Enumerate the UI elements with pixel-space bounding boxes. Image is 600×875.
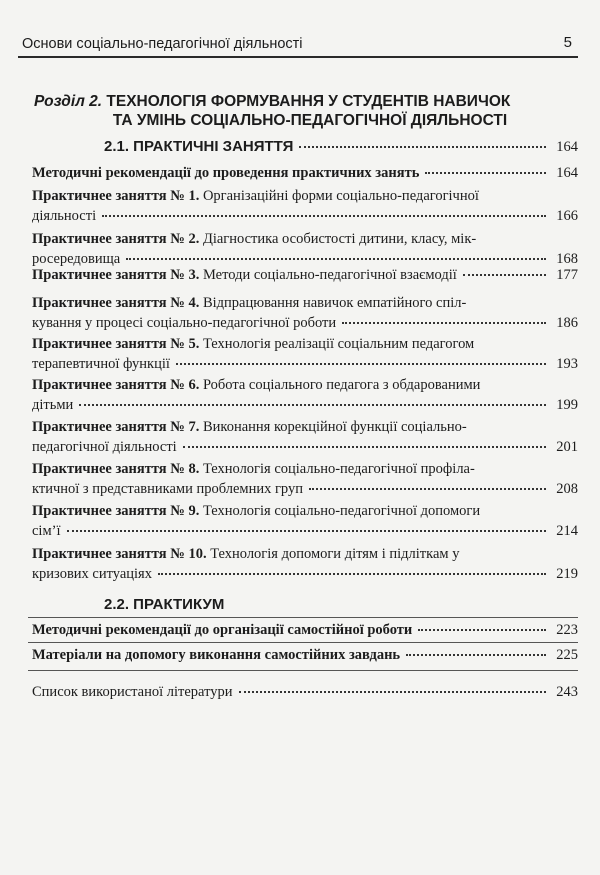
dot-leader xyxy=(102,214,546,217)
toc-page-number: 214 xyxy=(556,523,578,539)
section-label: Розділ 2. xyxy=(34,93,103,110)
lesson-label: Практичнее заняття № 9. xyxy=(32,503,200,519)
toc-entry-lesson-4[interactable] xyxy=(32,293,578,333)
toc-page-number: 201 xyxy=(556,439,578,455)
dot-leader xyxy=(67,529,547,532)
lesson-label: Практичнее заняття № 10. xyxy=(32,546,207,562)
dot-leader xyxy=(463,273,546,276)
toc-entry-text: Методичні рекомендації до проведення практичних занять xyxy=(32,165,420,181)
dot-leader xyxy=(342,321,546,324)
toc-entry-text: Список використаної літератури xyxy=(32,684,233,700)
toc-page-number: 177 xyxy=(556,267,578,283)
subsection-2-title[interactable]: 2.2. ПРАКТИКУМ xyxy=(104,596,225,613)
lesson-title-cont: діяльності xyxy=(32,208,97,224)
lesson-label: Практичнее заняття № 7. xyxy=(32,419,200,435)
dot-leader xyxy=(309,487,546,490)
toc-page-number: 199 xyxy=(556,397,578,413)
lesson-title-cont: ктичної з представниками проблемних груп xyxy=(32,481,303,497)
lesson-title: Робота соціального педагога з обдарованими xyxy=(202,377,481,393)
lesson-title: Організаційні форми соціально-педагогічної xyxy=(202,188,479,204)
lesson-title: Технологія реалізації соціальним педагогом xyxy=(202,336,475,352)
section-title-line2: ТА УМІНЬ СОЦІАЛЬНО-ПЕДАГОГІЧНОЇ ДІЯЛЬНОСТІ xyxy=(112,112,508,129)
toc-entry-text: Методичні рекомендації до організації самостійної роботи xyxy=(32,622,413,638)
lesson-label: Практичнее заняття № 3. xyxy=(32,267,200,283)
toc-page-number: 166 xyxy=(556,208,578,224)
lesson-title-cont: кризових ситуаціях xyxy=(32,566,152,582)
dot-leader xyxy=(79,403,546,406)
dot-leader xyxy=(176,362,546,365)
toc-entry-lesson-9[interactable] xyxy=(32,501,578,541)
lesson-title-cont: терапевтичної функції xyxy=(32,356,170,372)
dot-leader xyxy=(183,445,546,448)
toc-entry-methodical-1[interactable] xyxy=(32,163,578,183)
toc-entry-lesson-2[interactable] xyxy=(32,229,578,269)
lesson-label: Практичнее заняття № 5. xyxy=(32,336,200,352)
lesson-title-cont: педагогічної діяльності xyxy=(32,439,177,455)
running-head-title: Основи соціально-педагогічної діяльності xyxy=(22,36,303,52)
divider xyxy=(28,642,578,643)
toc-entry-methodical-2[interactable] xyxy=(32,620,578,640)
toc-page-number: 223 xyxy=(556,622,578,638)
running-head xyxy=(18,32,578,58)
section-title-line1: ТЕХНОЛОГІЯ ФОРМУВАННЯ У СТУДЕНТІВ НАВИЧОК xyxy=(106,93,511,110)
dot-leader xyxy=(406,653,546,656)
toc-page-number: 225 xyxy=(556,647,578,663)
toc-page-number: 164 xyxy=(556,165,578,181)
toc-page-number: 219 xyxy=(556,566,578,582)
dot-leader xyxy=(126,257,546,260)
lesson-title-cont: сім’ї xyxy=(32,523,61,539)
toc-page-number: 164 xyxy=(556,139,578,155)
lesson-title: Відпрацювання навичок емпатійного спіл- xyxy=(202,295,467,311)
toc-entry-references[interactable] xyxy=(32,682,578,702)
toc-entry-materials[interactable] xyxy=(32,645,578,665)
lesson-label: Практичнее заняття № 1. xyxy=(32,188,200,204)
lesson-title: Технологія соціально-педагогічної допомоги xyxy=(202,503,481,519)
toc-page-number: 168 xyxy=(556,251,578,267)
toc-entry-lesson-7[interactable] xyxy=(32,417,578,457)
lesson-title: Технологія допомоги дітям і підліткам у xyxy=(210,546,460,562)
dot-leader xyxy=(158,572,546,575)
toc-entry-lesson-3[interactable] xyxy=(32,265,578,285)
lesson-label: Практичнее заняття № 8. xyxy=(32,461,200,477)
toc-entry-lesson-1[interactable] xyxy=(32,186,578,226)
subsection-1-title: 2.1. ПРАКТИЧНІ ЗАНЯТТЯ xyxy=(104,138,294,155)
lesson-label: Практичнее заняття № 4. xyxy=(32,295,200,311)
toc-entry-lesson-6[interactable] xyxy=(32,375,578,415)
lesson-title: Виконання корекційної функції соціально- xyxy=(202,419,467,435)
dot-leader xyxy=(418,628,546,631)
toc-page-number: 243 xyxy=(556,684,578,700)
toc-entry-lesson-8[interactable] xyxy=(32,459,578,499)
dot-leader xyxy=(299,145,546,148)
dot-leader xyxy=(239,690,546,693)
page-number: 5 xyxy=(563,34,572,51)
toc-entry-text: Матеріали на допомогу виконання самостійних завдань xyxy=(32,647,401,663)
lesson-title-cont: росередовища xyxy=(32,251,121,267)
lesson-title-cont: кування у процесі соціально-педагогічної роботи xyxy=(32,315,337,331)
lesson-label: Практичнее заняття № 2. xyxy=(32,231,200,247)
toc-entry-lesson-5[interactable] xyxy=(32,334,578,374)
lesson-title-cont: дітьми xyxy=(32,397,74,413)
toc-page-number: 186 xyxy=(556,315,578,331)
dot-leader xyxy=(425,171,546,174)
divider xyxy=(28,670,578,671)
lesson-title: Діагностика особистості дитини, класу, мік- xyxy=(202,231,477,247)
divider xyxy=(28,617,578,618)
toc-entry-lesson-10[interactable] xyxy=(32,544,578,584)
lesson-title: Методи соціально-педагогічної взаємодії xyxy=(202,267,457,283)
toc-page-number: 193 xyxy=(556,356,578,372)
section-heading xyxy=(34,92,576,130)
lesson-label: Практичнее заняття № 6. xyxy=(32,377,200,393)
subsection-1-entry[interactable] xyxy=(104,137,578,157)
lesson-title: Технологія соціально-педагогічної профіла- xyxy=(202,461,475,477)
toc-page-number: 208 xyxy=(556,481,578,497)
